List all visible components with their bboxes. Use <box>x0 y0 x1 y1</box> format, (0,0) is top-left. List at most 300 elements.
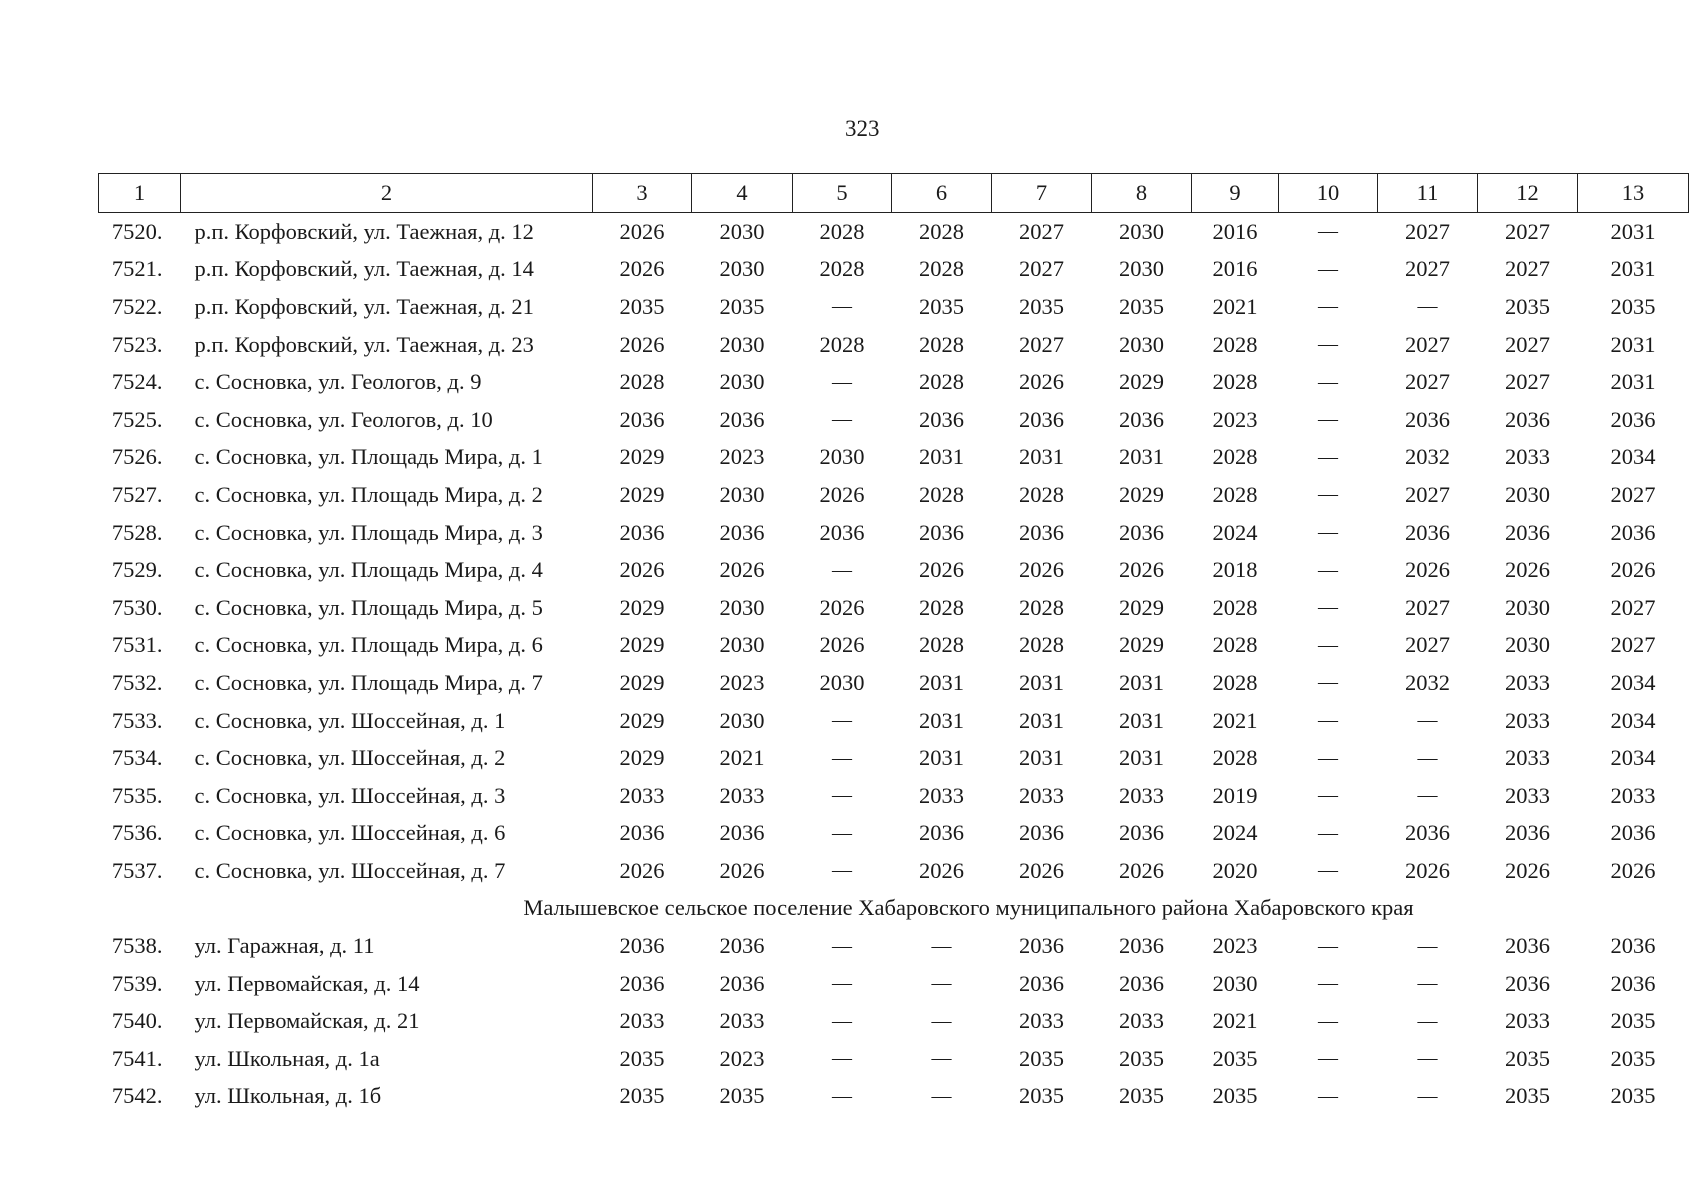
year-cell: 2028 <box>1019 481 1064 507</box>
year-cell: 2027 <box>1405 218 1450 244</box>
year-cell: 2036 <box>919 406 964 432</box>
year-cell: 2036 <box>1505 820 1550 846</box>
year-cell: 2031 <box>1019 707 1064 733</box>
address-cell: р.п. Корфовский, ул. Таежная, д. 21 <box>194 293 534 319</box>
year-cell: 2029 <box>619 481 665 507</box>
year-cell: 2021 <box>1212 707 1258 733</box>
table-row <box>99 702 1689 740</box>
year-cell: 2027 <box>1019 331 1064 357</box>
year-cell: 2023 <box>1212 933 1258 959</box>
year-cell: 2036 <box>919 519 964 545</box>
section-heading-row <box>99 890 1689 928</box>
address-cell: ул. Первомайская, д. 14 <box>194 970 420 996</box>
year-cell: 2027 <box>1405 256 1450 282</box>
year-cell: 2036 <box>1505 933 1550 959</box>
year-cell: 2029 <box>1119 481 1164 507</box>
year-cell: 2036 <box>1019 406 1064 432</box>
year-cell: 2031 <box>1019 745 1064 771</box>
row-number: 7539. <box>111 970 163 996</box>
year-cell: — <box>1318 709 1338 732</box>
year-cell: 2028 <box>819 256 865 282</box>
year-cell: 2023 <box>1212 406 1258 432</box>
table-row <box>99 664 1689 702</box>
address-cell: ул. Гаражная, д. 11 <box>194 933 375 959</box>
year-cell: 2028 <box>1212 594 1258 620</box>
year-cell: 2029 <box>1119 632 1164 658</box>
year-cell: 2036 <box>719 406 765 432</box>
year-cell: 2021 <box>719 745 765 771</box>
year-cell: 2028 <box>819 331 865 357</box>
year-cell: 2026 <box>1405 857 1450 883</box>
year-cell: 2026 <box>1505 857 1550 883</box>
year-cell: 2030 <box>719 256 765 282</box>
year-cell: 2028 <box>919 481 964 507</box>
year-cell: 2030 <box>719 707 765 733</box>
year-cell: 2023 <box>719 1045 765 1071</box>
year-cell: 2034 <box>1610 707 1656 733</box>
year-cell: 2027 <box>1505 331 1550 357</box>
year-cell: — <box>1318 784 1338 807</box>
year-cell: — <box>1318 408 1338 431</box>
year-cell: 2036 <box>1405 406 1450 432</box>
year-cell: 2031 <box>1119 669 1164 695</box>
row-number: 7535. <box>111 782 163 808</box>
table-row <box>99 476 1689 514</box>
year-cell: — <box>1318 1047 1338 1070</box>
row-number: 7542. <box>111 1083 163 1109</box>
year-cell: 2030 <box>1505 594 1550 620</box>
year-cell: — <box>1318 859 1338 882</box>
year-cell: 2028 <box>1212 481 1258 507</box>
year-cell: — <box>832 1009 852 1032</box>
year-cell: 2035 <box>1119 1045 1164 1071</box>
year-cell: 2033 <box>1119 1008 1164 1034</box>
year-cell: 2026 <box>619 256 665 282</box>
year-cell: 2036 <box>1610 406 1656 432</box>
year-cell: 2021 <box>1212 1008 1258 1034</box>
column-header: 3 <box>593 174 692 213</box>
address-cell: с. Сосновка, ул. Площадь Мира, д. 6 <box>194 632 543 658</box>
year-cell: 2029 <box>619 594 665 620</box>
year-cell: 2035 <box>1505 293 1550 319</box>
year-cell: 2019 <box>1212 782 1258 808</box>
year-cell: — <box>1318 333 1338 356</box>
year-cell: 2026 <box>1119 857 1164 883</box>
row-number: 7530. <box>111 594 163 620</box>
table-row <box>99 815 1689 853</box>
year-cell: 2033 <box>1505 444 1550 470</box>
year-cell: — <box>832 295 852 318</box>
address-cell: р.п. Корфовский, ул. Таежная, д. 12 <box>194 218 534 244</box>
year-cell: 2027 <box>1405 331 1450 357</box>
year-cell: 2036 <box>1119 820 1164 846</box>
year-cell: 2027 <box>1405 594 1450 620</box>
row-number: 7526. <box>111 444 163 470</box>
address-cell: с. Сосновка, ул. Шоссейная, д. 2 <box>194 745 506 771</box>
year-cell: 2028 <box>1212 331 1258 357</box>
year-cell: 2036 <box>1119 933 1164 959</box>
year-cell: — <box>1417 746 1438 769</box>
year-cell: — <box>1318 1084 1338 1107</box>
year-cell: 2030 <box>719 331 765 357</box>
year-cell: 2033 <box>1505 707 1550 733</box>
year-cell: 2036 <box>619 970 665 996</box>
year-cell: 2036 <box>1119 970 1164 996</box>
column-header: 5 <box>793 174 892 213</box>
year-cell: — <box>1417 972 1438 995</box>
year-cell: 2033 <box>1505 1008 1550 1034</box>
year-cell: 2030 <box>719 481 765 507</box>
year-cell: 2035 <box>1212 1045 1258 1071</box>
year-cell: 2030 <box>719 369 765 395</box>
address-cell: ул. Школьная, д. 1б <box>194 1083 382 1109</box>
year-cell: 2028 <box>919 256 964 282</box>
address-cell: с. Сосновка, ул. Геологов, д. 9 <box>194 369 482 395</box>
year-cell: 2026 <box>819 594 865 620</box>
year-cell: — <box>1318 220 1338 243</box>
table-row <box>99 1002 1689 1040</box>
year-cell: 2036 <box>1405 519 1450 545</box>
year-cell: 2016 <box>1212 256 1258 282</box>
year-cell: 2031 <box>1610 256 1656 282</box>
year-cell: 2033 <box>619 782 665 808</box>
year-cell: 2027 <box>1505 218 1550 244</box>
year-cell: 2024 <box>1212 519 1258 545</box>
row-number: 7523. <box>111 331 163 357</box>
year-cell: — <box>1318 558 1338 581</box>
year-cell: 2036 <box>1405 820 1450 846</box>
year-cell: 2026 <box>619 857 665 883</box>
year-cell: 2027 <box>1405 632 1450 658</box>
year-cell: 2035 <box>1212 1083 1258 1109</box>
address-cell: с. Сосновка, ул. Шоссейная, д. 6 <box>194 820 506 846</box>
address-cell: ул. Школьная, д. 1а <box>194 1045 380 1071</box>
table-row <box>99 326 1689 364</box>
table-row <box>99 363 1689 401</box>
year-cell: 2023 <box>719 669 765 695</box>
table-row <box>99 288 1689 326</box>
year-cell: 2031 <box>1610 218 1656 244</box>
year-cell: 2036 <box>1119 406 1164 432</box>
year-cell: 2028 <box>1212 632 1258 658</box>
year-cell: 2033 <box>1610 782 1656 808</box>
year-cell: 2036 <box>1610 519 1656 545</box>
year-cell: — <box>1318 445 1338 468</box>
year-cell: 2026 <box>1610 557 1656 583</box>
year-cell: 2028 <box>919 218 964 244</box>
year-cell: 2023 <box>719 444 765 470</box>
year-cell: — <box>1417 709 1438 732</box>
year-cell: 2030 <box>1212 970 1258 996</box>
table-row <box>99 739 1689 777</box>
year-cell: 2026 <box>819 632 865 658</box>
year-cell: 2033 <box>719 1008 765 1034</box>
address-cell: с. Сосновка, ул. Площадь Мира, д. 2 <box>194 481 543 507</box>
table-row <box>99 551 1689 589</box>
year-cell: 2030 <box>719 218 765 244</box>
year-cell: 2020 <box>1212 857 1258 883</box>
year-cell: 2036 <box>1505 406 1550 432</box>
year-cell: 2036 <box>1505 519 1550 545</box>
year-cell: 2030 <box>1119 256 1164 282</box>
year-cell: — <box>1318 521 1338 544</box>
year-cell: 2034 <box>1610 669 1656 695</box>
table-section <box>99 890 1689 928</box>
year-cell: 2021 <box>1212 293 1258 319</box>
year-cell: — <box>832 408 852 431</box>
table-row <box>99 777 1689 815</box>
year-cell: — <box>1417 295 1438 318</box>
year-cell: — <box>832 1084 852 1107</box>
year-cell: — <box>832 859 852 882</box>
year-cell: — <box>1318 633 1338 656</box>
year-cell: 2026 <box>1019 369 1064 395</box>
year-cell: 2026 <box>619 331 665 357</box>
year-cell: 2029 <box>619 632 665 658</box>
year-cell: 2027 <box>1610 632 1656 658</box>
column-header: 8 <box>1092 174 1192 213</box>
year-cell: — <box>931 1047 952 1070</box>
table-row <box>99 401 1689 439</box>
year-cell: 2035 <box>1019 293 1064 319</box>
table-body-korfovsky-sosnovka <box>99 213 1689 890</box>
year-cell: 2035 <box>1019 1045 1064 1071</box>
year-cell: 2026 <box>619 218 665 244</box>
year-cell: 2026 <box>919 857 964 883</box>
year-cell: 2026 <box>919 557 964 583</box>
year-cell: 2036 <box>719 820 765 846</box>
year-cell: 2028 <box>919 331 964 357</box>
year-cell: 2034 <box>1610 745 1656 771</box>
year-cell: 2027 <box>1505 369 1550 395</box>
year-cell: 2036 <box>719 970 765 996</box>
year-cell: 2036 <box>719 933 765 959</box>
year-cell: 2030 <box>1505 632 1550 658</box>
year-cell: 2034 <box>1610 444 1656 470</box>
year-cell: 2033 <box>619 1008 665 1034</box>
year-cell: 2018 <box>1212 557 1258 583</box>
year-cell: — <box>1318 972 1338 995</box>
year-cell: 2031 <box>919 444 964 470</box>
year-cell: 2036 <box>1119 519 1164 545</box>
year-cell: 2028 <box>919 369 964 395</box>
year-cell: 2028 <box>1212 669 1258 695</box>
year-cell: 2027 <box>1610 481 1656 507</box>
year-cell: 2032 <box>1405 444 1450 470</box>
year-cell: 2029 <box>619 707 665 733</box>
year-cell: 2036 <box>719 519 765 545</box>
year-cell: 2036 <box>619 519 665 545</box>
year-cell: 2033 <box>1505 669 1550 695</box>
year-cell: 2028 <box>1212 369 1258 395</box>
year-cell: 2026 <box>1119 557 1164 583</box>
year-cell: 2035 <box>719 293 765 319</box>
year-cell: 2027 <box>1505 256 1550 282</box>
row-number: 7524. <box>111 369 163 395</box>
year-cell: 2031 <box>1019 669 1064 695</box>
year-cell: 2026 <box>619 557 665 583</box>
year-cell: 2031 <box>1119 745 1164 771</box>
year-cell: 2033 <box>919 782 964 808</box>
year-cell: — <box>931 1009 952 1032</box>
address-cell: р.п. Корфовский, ул. Таежная, д. 23 <box>194 331 534 357</box>
year-cell: 2026 <box>1505 557 1550 583</box>
year-cell: 2027 <box>1019 218 1064 244</box>
year-cell: — <box>1318 746 1338 769</box>
column-header: 10 <box>1279 174 1378 213</box>
year-cell: 2026 <box>719 557 765 583</box>
year-cell: 2035 <box>1505 1083 1550 1109</box>
row-number: 7541. <box>111 1045 163 1071</box>
row-number: 7538. <box>111 933 163 959</box>
year-cell: 2036 <box>619 933 665 959</box>
year-cell: 2035 <box>1610 293 1656 319</box>
year-cell: 2028 <box>919 632 964 658</box>
column-header: 1 <box>99 174 181 213</box>
address-cell: с. Сосновка, ул. Площадь Мира, д. 1 <box>194 444 543 470</box>
table-row <box>99 439 1689 477</box>
table-row <box>99 965 1689 1003</box>
year-cell: 2036 <box>819 519 865 545</box>
table-body-malyshevo <box>99 927 1689 1115</box>
year-cell: — <box>1318 596 1338 619</box>
year-cell: — <box>1318 821 1338 844</box>
address-cell: с. Сосновка, ул. Шоссейная, д. 1 <box>194 707 506 733</box>
row-number: 7540. <box>111 1008 163 1034</box>
year-cell: — <box>1417 784 1438 807</box>
table-row <box>99 251 1689 289</box>
section-title: Малышевское сельское поселение Хабаровского муниципального района Хабаровского края <box>523 895 1414 921</box>
year-cell: 2035 <box>1610 1045 1656 1071</box>
year-cell: 2028 <box>1212 745 1258 771</box>
year-cell: 2028 <box>619 369 665 395</box>
address-cell: с. Сосновка, ул. Площадь Мира, д. 5 <box>194 594 543 620</box>
year-cell: 2033 <box>1019 782 1064 808</box>
year-cell: 2036 <box>1019 519 1064 545</box>
year-cell: 2033 <box>1505 782 1550 808</box>
year-cell: 2030 <box>1505 481 1550 507</box>
year-cell: 2026 <box>719 857 765 883</box>
table-row <box>99 1078 1689 1116</box>
column-header: 4 <box>692 174 793 213</box>
year-cell: 2036 <box>619 406 665 432</box>
year-cell: — <box>1417 1009 1438 1032</box>
table-header-row <box>99 174 1689 213</box>
year-cell: 2036 <box>1019 933 1064 959</box>
row-number: 7529. <box>111 557 163 583</box>
year-cell: 2026 <box>1610 857 1656 883</box>
year-cell: 2033 <box>1505 745 1550 771</box>
year-cell: 2028 <box>1019 594 1064 620</box>
year-cell: — <box>832 784 852 807</box>
year-cell: — <box>832 821 852 844</box>
year-cell: 2035 <box>1119 293 1164 319</box>
year-cell: 2030 <box>819 669 865 695</box>
year-cell: — <box>832 934 852 957</box>
row-number: 7536. <box>111 820 163 846</box>
address-cell: с. Сосновка, ул. Шоссейная, д. 3 <box>194 782 506 808</box>
year-cell: — <box>931 934 952 957</box>
table-row <box>99 627 1689 665</box>
year-cell: 2027 <box>1019 256 1064 282</box>
year-cell: 2028 <box>819 218 865 244</box>
address-cell: с. Сосновка, ул. Шоссейная, д. 7 <box>194 857 506 883</box>
year-cell: 2026 <box>1019 857 1064 883</box>
year-cell: 2031 <box>919 745 964 771</box>
row-number: 7520. <box>111 218 163 244</box>
year-cell: 2033 <box>1119 782 1164 808</box>
year-cell: 2029 <box>619 444 665 470</box>
row-number: 7532. <box>111 669 163 695</box>
column-header: 6 <box>892 174 992 213</box>
year-cell: 2027 <box>1405 369 1450 395</box>
year-cell: — <box>832 558 852 581</box>
year-cell: — <box>1318 1009 1338 1032</box>
table-row <box>99 927 1689 965</box>
year-cell: 2035 <box>919 293 964 319</box>
year-cell: 2031 <box>1019 444 1064 470</box>
year-cell: 2032 <box>1405 669 1450 695</box>
year-cell: 2031 <box>919 707 964 733</box>
row-number: 7531. <box>111 632 163 658</box>
year-cell: — <box>1318 483 1338 506</box>
year-cell: 2026 <box>1405 557 1450 583</box>
column-header: 12 <box>1478 174 1578 213</box>
year-cell: — <box>832 709 852 732</box>
year-cell: 2036 <box>919 820 964 846</box>
column-header: 11 <box>1378 174 1478 213</box>
year-cell: 2030 <box>819 444 865 470</box>
year-cell: — <box>1417 1047 1438 1070</box>
year-cell: 2035 <box>619 1083 665 1109</box>
year-cell: — <box>1318 295 1338 318</box>
year-cell: — <box>1318 934 1338 957</box>
year-cell: 2035 <box>1505 1045 1550 1071</box>
year-cell: 2029 <box>1119 369 1164 395</box>
year-cell: 2036 <box>619 820 665 846</box>
year-cell: — <box>832 972 852 995</box>
year-cell: 2036 <box>1610 820 1656 846</box>
address-cell: с. Сосновка, ул. Площадь Мира, д. 7 <box>194 669 543 695</box>
year-cell: 2028 <box>1212 444 1258 470</box>
year-cell: 2028 <box>1019 632 1064 658</box>
address-cell: ул. Первомайская, д. 21 <box>194 1008 420 1034</box>
year-cell: 2033 <box>1019 1008 1064 1034</box>
year-cell: 2036 <box>1505 970 1550 996</box>
year-cell: 2036 <box>1610 933 1656 959</box>
year-cell: 2016 <box>1212 218 1258 244</box>
year-cell: — <box>1417 1084 1438 1107</box>
page-number: 323 <box>845 116 880 141</box>
year-cell: — <box>931 1084 952 1107</box>
row-number: 7533. <box>111 707 163 733</box>
table-row <box>99 514 1689 552</box>
year-cell: 2029 <box>619 745 665 771</box>
year-cell: 2030 <box>719 632 765 658</box>
year-cell: — <box>832 370 852 393</box>
row-number: 7522. <box>111 293 163 319</box>
year-cell: 2036 <box>1019 970 1064 996</box>
year-cell: 2035 <box>719 1083 765 1109</box>
year-cell: 2035 <box>619 1045 665 1071</box>
year-cell: — <box>1318 370 1338 393</box>
year-cell: 2035 <box>1119 1083 1164 1109</box>
address-cell: с. Сосновка, ул. Геологов, д. 10 <box>194 406 493 432</box>
year-cell: 2026 <box>1019 557 1064 583</box>
table-row <box>99 589 1689 627</box>
column-header: 2 <box>181 174 593 213</box>
table-row <box>99 852 1689 890</box>
